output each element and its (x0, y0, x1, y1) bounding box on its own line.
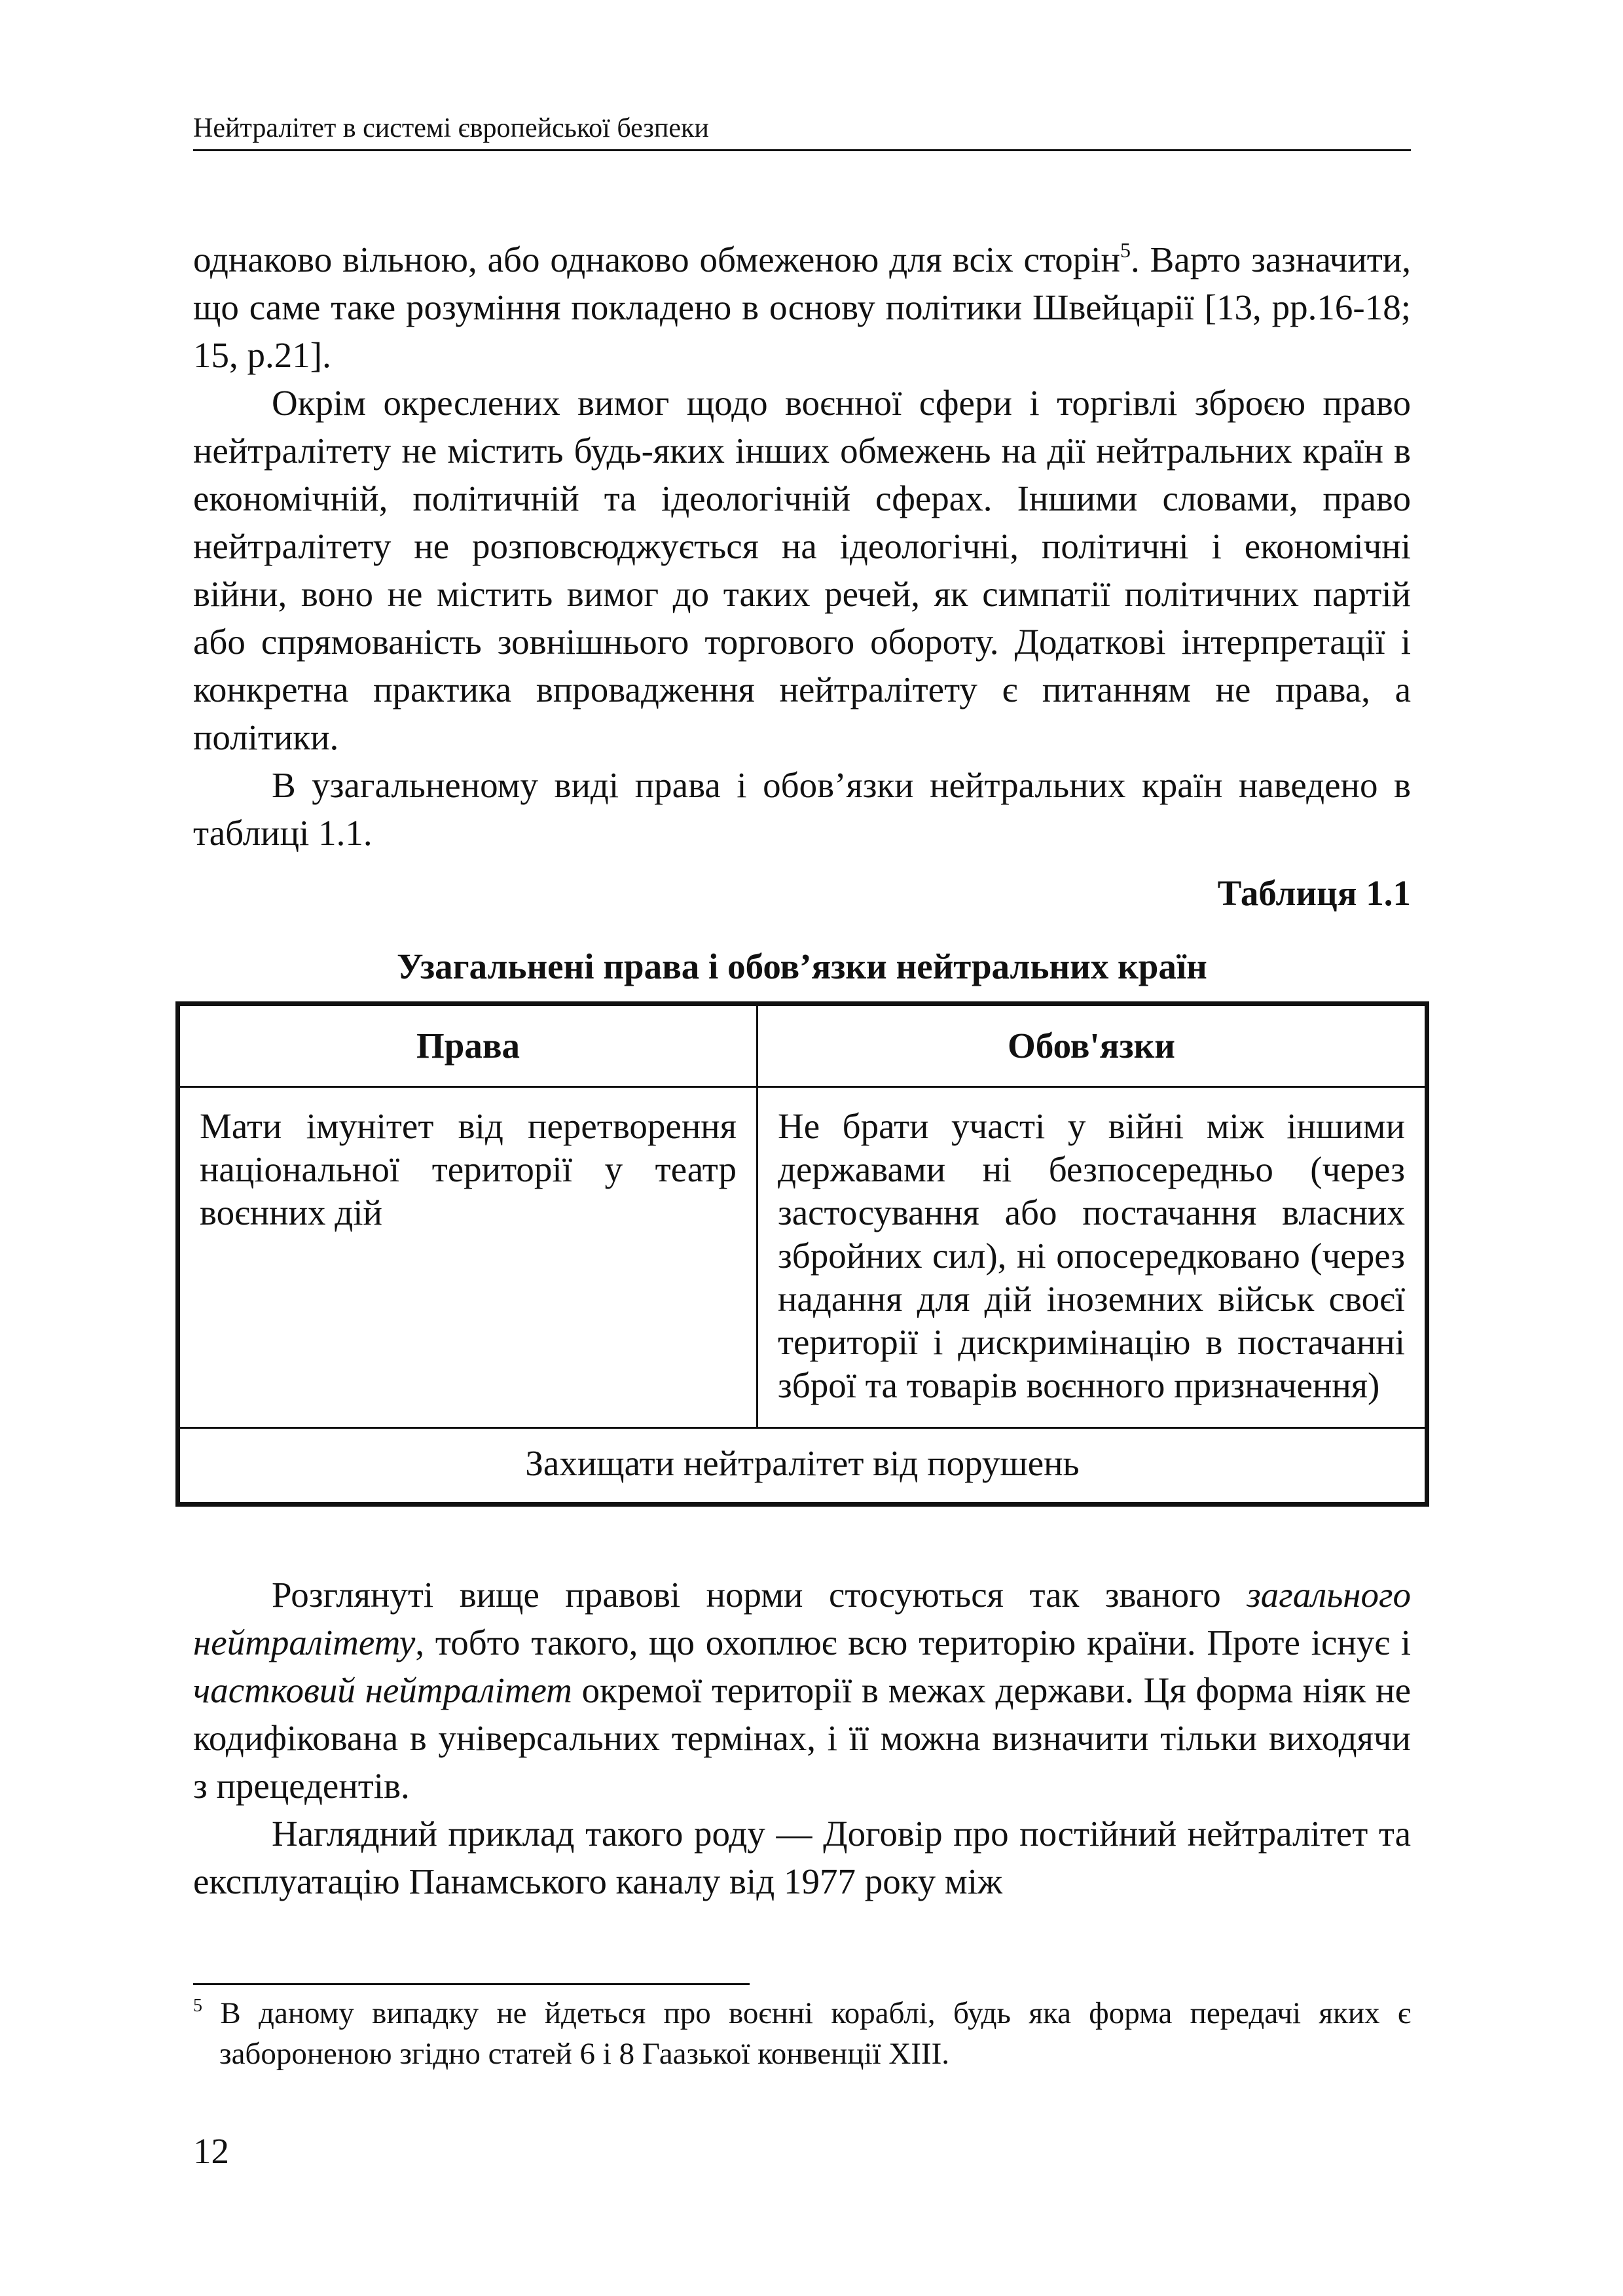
body-text-top (193, 236, 1411, 857)
table-header-row (178, 1004, 1427, 1087)
cell-obligations: Не брати участі у війні між іншими державами ні безпосередньо (через застосування або постачання власних збройних сил), ні опосередковано (через надання для дій іноземних військ своєї території і дискримінацію в постачанні зброї та товарів воєнного призначення) (757, 1087, 1427, 1428)
rights-obligations-table (175, 1001, 1429, 1507)
paragraph-1-start: однаково вільною, або однаково обмеженою для всіх сторін (193, 240, 1120, 279)
emphasis-partial-neutrality: частковий нейтралітет (193, 1670, 572, 1710)
footnote-text-block (193, 1993, 1411, 2074)
paragraph-1 (193, 236, 1411, 379)
paragraph-3: В узагальненому виді права і обов’язки нейтральних країн наведено в таблиці 1.1. (193, 765, 1411, 853)
footnote (193, 1993, 1411, 2074)
running-header: Нейтралітет в системі європейської безпеки (193, 110, 1411, 151)
table-row (178, 1087, 1427, 1428)
footnote-text: В даному випадку не йдеться про воєнні кораблі, будь яка форма передачі яких є забороненою згідно статей 6 і 8 Гаазької конвенції XIII. (202, 1996, 1411, 2071)
paragraph-4-middle: , тобто такого, що охоплює всю територію країни. Проте існує і (415, 1623, 1411, 1662)
header-rights: Права (178, 1004, 757, 1087)
page-number: 12 (193, 2131, 229, 2171)
header-obligations: Обов'язки (757, 1004, 1427, 1087)
paragraph-2: Окрім окреслених вимог щодо воєнної сфери і торгівлі зброєю право нейтралітету не містить будь-яких інших обмежень на дії нейтральних країн в економічній, політичній та ідеологічній сферах. Іншими словами, право нейтралітету не розповсюджується на ідеологічні, політичні і економічні війни, воно не містить вимог до таких речей, як симпатії політичних партій або спрямованість зовнішнього торгового обороту. Додаткові інтерпретації і конкретна практика впровадження нейтралітету є питанням не права, а політики. (193, 383, 1411, 757)
footnote-divider (193, 1983, 750, 1985)
table-label: Таблиця 1.1 (1217, 873, 1411, 913)
cell-rights: Мати імунітет від перетворення національної території у театр воєнних дій (178, 1087, 757, 1428)
cell-merged: Захищати нейтралітет від порушень (178, 1428, 1427, 1505)
paragraph-1-end: . Варто зазначити, що саме таке розуміння покладено в основу політики Швейцарії [13, pp.16-18; 15, p.21]. (193, 240, 1411, 375)
table-row (178, 1428, 1427, 1505)
footnote-ref: 5 (1120, 238, 1131, 262)
body-text-bottom (193, 1571, 1411, 1905)
paragraph-5: Наглядний приклад такого роду — Договір про постійний нейтралітет та експлуатацію Панамського каналу від 1977 року між (193, 1814, 1411, 1901)
paragraph-4-start: Розглянуті вище правові норми стосуються так званого (272, 1575, 1247, 1615)
emphasis-general-neutrality: загального нейтралітету (193, 1575, 1411, 1662)
footnote-number: 5 (193, 1996, 202, 2016)
table-caption: Узагальнені права і обов’язки нейтральних країн (397, 946, 1207, 986)
paragraph-4-end: окремої території в межах держави. Ця форма ніяк не кодифікована в універсальних термінах, і її можна визначити тільки виходячи з прецедентів. (193, 1670, 1411, 1806)
paragraph-4 (193, 1571, 1411, 1810)
